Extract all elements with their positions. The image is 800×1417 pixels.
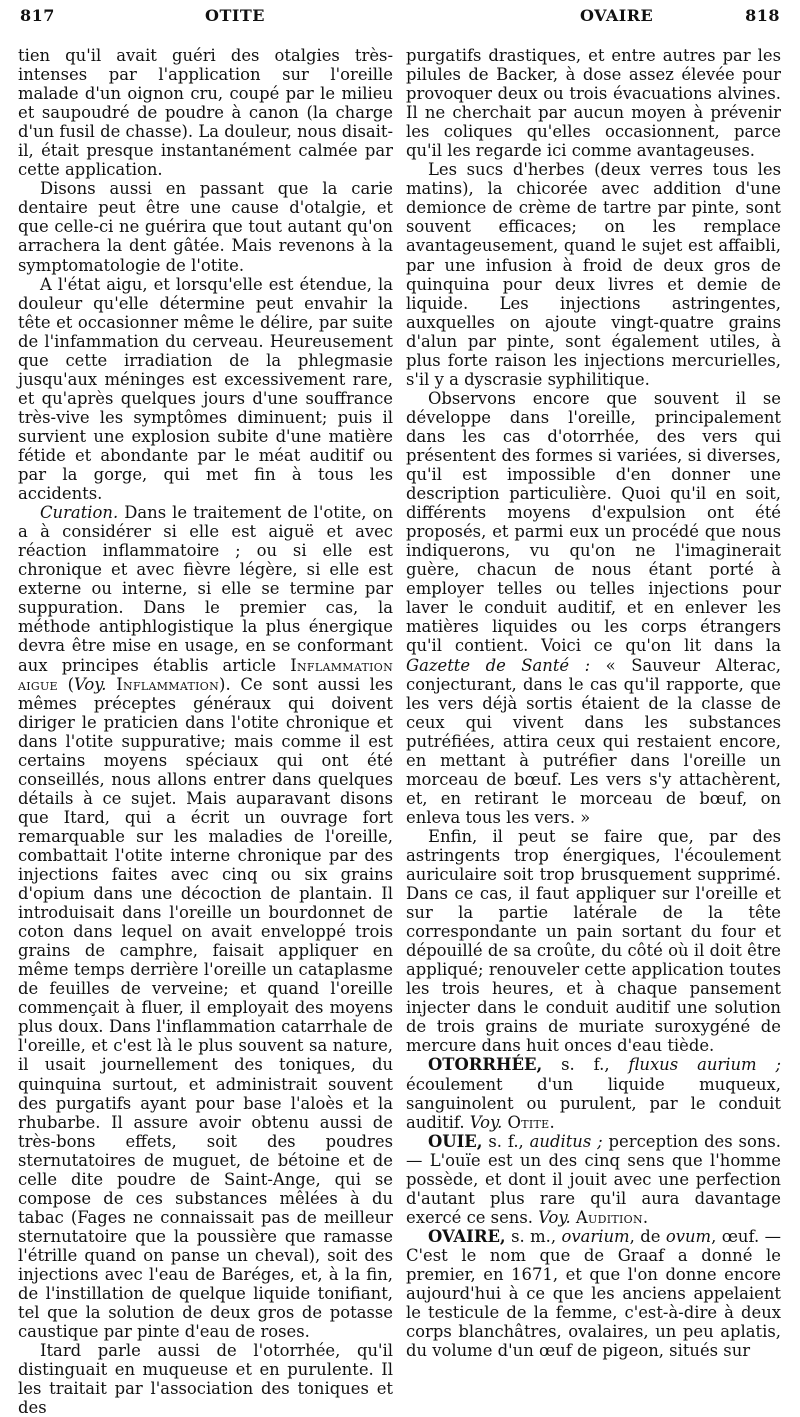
paragraph: Les sucs d'herbes (deux verres tous les matins), la chicorée avec addition d'une demionce de crème de tartre par pinte, sont souvent efficaces; on les remplace avantageusement, quand le sujet est affaibli, par une infusion à froid de deux gros de quinquina pour deux livres et demie de liquide. Les injections astringentes, auxquelles on ajoute vingt-quatre grains d'alun par pinte, sont également utiles, à plus forte raison les injections mercurielles, s'il y a dyscrasie syphilitique. [406,160,781,389]
cross-reference: Inflammation aigue [18,655,393,694]
paragraph-curation: Curation. Dans le traitement de l'otite, on a à considérer si elle est aiguë et avec réaction inflammatoire ; ou si elle est chronique et avec fièvre légère, si elle est externe ou interne, si elle se termine par suppuration. Dans le premier cas, la méthode antiphlogistique la plus énergique devra être mise en usage, en se conformant aux principes établis article Inflammation aigue (Voy. Inflammation). Ce sont aussi les mêmes préceptes généraux qui doivent diriger le praticien dans l'otite chronique et dans l'otite suppurative; mais comme il est certains moyens spéciaux qui ont été conseillés, nous allons entrer dans quelques détails à ce sujet. Mais auparavant disons que Itard, qui a écrit un ouvrage fort remarquable sur les maladies de l'oreille, combattait l'otite interne chronique par des injections faites avec cinq ou six grains d'opium dans une décoction de plantain. Il introduisait dans l'oreille un bourdonnet de coton dans lequel on avait enveloppé trois grains de camphre, faisait appliquer en même temps derrière l'oreille un cataplasme de feuilles de verveine; et quand l'oreille commençait à fluer, il employait des moyens plus doux. Dans l'inflammation catarrhale de l'oreille, et c'est là le plus souvent sa nature, il usait journellement des toniques, du quinquina surtout, et administrait souvent des purgatifs ayant pour base l'aloès et la rhubarbe. Il assure avoir obtenu aussi de très-bons effets, soit des poudres sternutatoires de muguet, de bétoine et de celle dite poudre de Saint-Ange, qui se compose de ces substances mêlées à du tabac (Fages ne connaissait pas de meilleur sternutatoire que la poussière que ramasse l'étrille quand on panse un cheval), soit des injections avec l'eau de Baréges, et, à la fin, de l'instillation de quelque liquide tonifiant, tel que la solution de deux gros de potasse caustique par pinte d'eau de roses. [18,503,393,1342]
paragraph: Enfin, il peut se faire que, par des astringents trop énergiques, l'écoulement auriculaire soit trop brusquement supprimé. Dans ce cas, il faut appliquer sur l'oreille et sur la partie latérale de la tête correspondante un pain sortant du four et dépouillé de sa croûte, du côté où il doit être appliqué; renouveler cette application toutes les trois heures, et à chaque pansement injecter dans le conduit auditif une solution de trois grains de muriate suroxygéné de mercure dans huit onces d'eau tiède. [406,826,781,1056]
paragraph: Itard parle aussi de l'otorrhée, qu'il distinguait en muqueuse et en purulente. Il les traitait par l'association des toniques et des [18,1341,393,1417]
cross-reference: Audition. [575,1207,649,1227]
entry-headword: OVAIRE, [428,1226,506,1246]
section-label: Curation. [40,503,119,523]
running-title-left: OTITE [205,6,265,25]
entry-ouie: OUIE, s. f., auditus ; perception des sons. — L'ouïe est un des cinq sens que l'homme possède, et dont il jouit avec une perfection d'autant plus rare qu'il aura davantage exercé ce sens. Voy. Audition. [406,1131,782,1227]
left-column [18,46,393,1417]
paragraph: A l'état aigu, et lorsqu'elle est étendue, la douleur qu'elle détermine peut envahir la tête et occasionner même le délire, par suite de l'infammation du cerveau. Heureusement que cette irradiation de la phlegmasie jusqu'aux méninges est excessivement rare, et qu'après quelques jours d'une souffrance très-vive les symptômes diminuent; puis il survient une explosion subite d'une matière fétide et abondante par le méat auditif ou par la gorge, qui met fin à tous les accidents. [18,274,393,504]
paragraph: Disons aussi en passant que la carie dentaire peut être une cause d'otalgie, et que celle-ci ne guérira que tout autant qu'on arrachera la dent gâtée. Mais revenons à la symptomatologie de l'otite. [18,179,393,275]
cross-reference: Otite. [507,1112,556,1132]
right-column [406,46,782,1361]
page-number-right: 818 [745,6,780,25]
page-number-left: 817 [20,6,55,25]
entry-ovaire: OVAIRE, s. m., ovarium, de ovum, œuf. — C'est le nom que de Graaf a donné le premier, en 1671, et que l'on donne encore aujourd'hui à ce que les anciens appelaient le testicule de la femme, c'est-à-dire à deux corps blanchâtres, ovalaires, un peu aplatis, du volume d'un œuf de pigeon, situés sur [406,1226,782,1361]
paragraph: Observons encore que souvent il se développe dans l'oreille, principalement dans les cas d'otorrhée, des vers qui présentent des formes si variées, si diverses, qu'il est impossible d'en donner une description particulière. Quoi qu'il en soit, différents moyens d'expulsion ont été proposés, et parmi eux un procédé que nous indiquerons, vu qu'on ne l'imaginerait guère, chacun de nous étant porté à employer telles ou telles injections pour laver le conduit auditif, et en enlever les matières liquides ou les corps étrangers qu'il contient. Voici ce qu'on lit dans la Gazette de Santé : « Sauveur Alterac, conjecturant, dans le cas qu'il rapporte, que les vers déjà sortis étaient de la classe de ceux qui vivent dans les substances putréfiées, attira ceux qui restaient encore, en mettant à putréfier dans l'oreille un morceau de bœuf. Les vers s'y attachèrent, et, en retirant le morceau de bœuf, on enleva tous les vers. » [406,388,781,827]
paragraph: purgatifs drastiques, et entre autres par les pilules de Backer, à dose assez élevée pour provoquer deux ou trois évacuations alvines. Il ne cherchait par aucun moyen à prévenir les coliques qu'elles occasionnent, parce qu'il les regarde ici comme avantageuses. [406,46,781,161]
cross-reference: Inflammation [116,674,220,694]
entry-headword: OUIE, [428,1131,483,1151]
running-title-right: OVAIRE [580,6,654,25]
cited-source: Gazette de Santé : [406,655,591,675]
entry-otorrhee: OTORRHÉE, s. f., fluxus aurium ; écoulement d'un liquide muqueux, sanguinolent ou purulent, par le conduit auditif. Voy. Otite. [406,1055,781,1132]
running-header [20,6,780,36]
entry-headword: OTORRHÉE, [428,1055,543,1075]
paragraph: tien qu'il avait guéri des otalgies très-intenses par l'application sur l'oreille malade d'un oignon cru, coupé par le milieu et saupoudré de poudre à canon (la charge d'un fusil de chasse). La douleur, nous disait-il, était presque instantanément calmée par cette application. [18,46,393,180]
